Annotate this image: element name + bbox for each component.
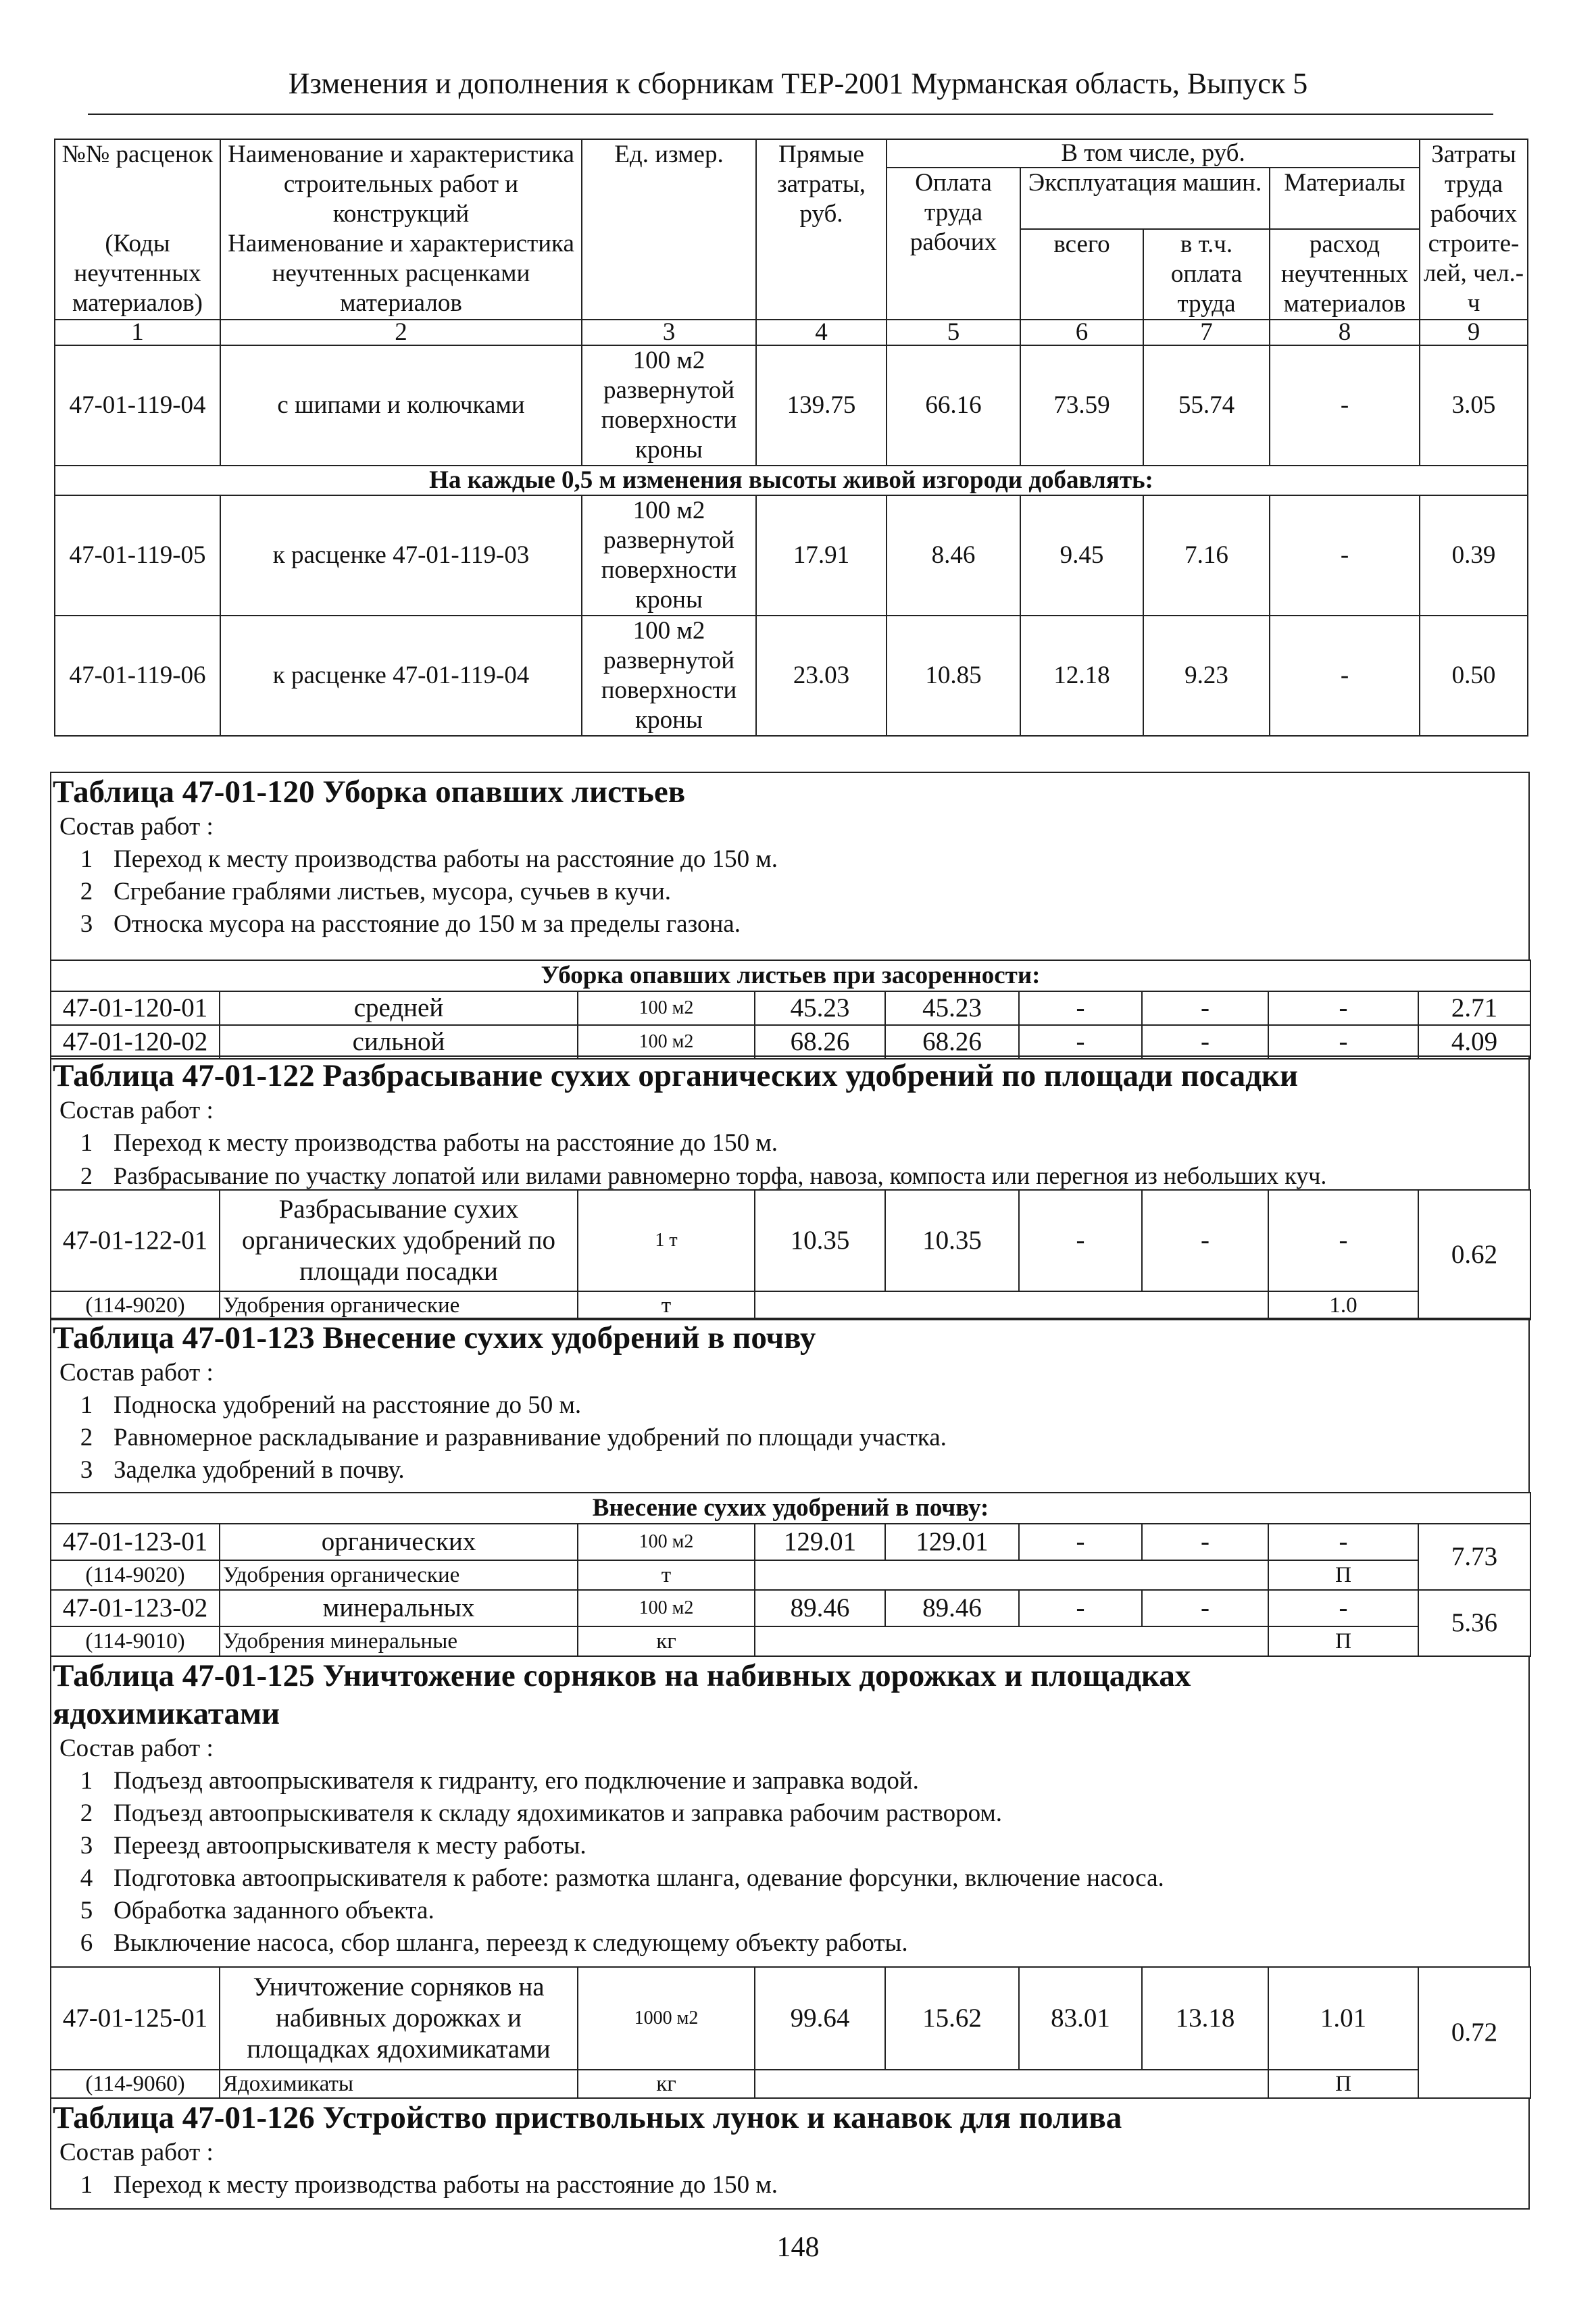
materials: - [1268, 1190, 1418, 1291]
step-text: Подъезд автоопрыскивателя к складу ядохимикатов и заправка рабочим раствором. [114, 1799, 1003, 1827]
table-row [51, 1967, 1530, 2070]
materials: - [1270, 345, 1420, 466]
work-composition-label: Состав работ : [59, 1359, 214, 1387]
page-header: Изменения и дополнения к сборникам ТЕР-2001 Мурманская область, Выпуск 5 [288, 67, 1308, 100]
step-number: 2 [80, 1799, 93, 1827]
material-code: (114-9020) [51, 1560, 220, 1590]
direct-cost: 68.26 [755, 1025, 885, 1059]
step-text: Подготовка автоопрыскивателя к работе: размотка шланга, одевание форсунки, включение насоса. [114, 1864, 1164, 1892]
table-47-01-120-rates [50, 960, 1531, 1060]
table-row [51, 1590, 1530, 1626]
materials: - [1268, 1524, 1418, 1560]
table-row [51, 1524, 1530, 1560]
table-47-01-125-description [50, 1656, 1530, 1968]
labor: 0.50 [1420, 616, 1528, 736]
unit: 100 м2 развернутой поверхности кроны [582, 616, 756, 736]
band-heading: На каждые 0,5 м изменения высоты живой изгороди добавлять: [55, 466, 1528, 495]
table-row [51, 1025, 1530, 1059]
step-number: 1 [80, 2171, 93, 2199]
step-number: 6 [80, 1929, 93, 1957]
material-unit: кг [578, 2070, 755, 2098]
step-text: Выключение насоса, сбор шланга, переезд к следующему объекту работы. [114, 1929, 908, 1957]
col-unit-header: Ед. измер. [582, 139, 756, 320]
rate-code: 47-01-119-05 [55, 495, 220, 616]
col-machines-header: Эксплуатация машин. [1020, 168, 1270, 229]
materials: 1.01 [1268, 1967, 1418, 2070]
material-code: (114-9060) [51, 2070, 220, 2098]
table-47-01-123-rates [50, 1492, 1531, 1657]
wage: 10.85 [887, 616, 1020, 736]
col-machines-total-header: всего [1020, 229, 1143, 320]
work-composition-label: Состав работ : [59, 1097, 214, 1124]
material-row [51, 1560, 1530, 1590]
table-47-01-123-description [50, 1318, 1530, 1493]
machines-wage: 7.16 [1143, 495, 1270, 616]
rate-code: 47-01-123-01 [51, 1524, 220, 1560]
unit: 100 м2 [578, 1590, 755, 1626]
direct-cost: 23.03 [756, 616, 887, 736]
material-blank [755, 1560, 1268, 1590]
step-text: Подноска удобрений на расстояние до 50 м. [114, 1391, 582, 1419]
materials: - [1270, 616, 1420, 736]
direct-cost: 10.35 [755, 1190, 885, 1291]
work-step [51, 1454, 1528, 1487]
labor: 0.72 [1418, 1967, 1530, 2098]
direct-cost: 17.91 [756, 495, 887, 616]
col-material-usage-header: расход неучтенных материалов [1270, 229, 1420, 320]
labor: 7.73 [1418, 1524, 1530, 1590]
step-text: Переход к месту производства работы на расстояние до 150 м. [114, 2171, 778, 2199]
material-code: (114-9020) [51, 1291, 220, 1320]
work-name: Уничтожение сорняков на набивных дорожках и площадках ядохимикатами [220, 1967, 578, 2070]
col-number: 1 [55, 320, 220, 345]
work-name: к расценке 47-01-119-03 [220, 495, 582, 616]
col-number: 8 [1270, 320, 1420, 345]
table-47-01-126-description [50, 2097, 1530, 2210]
wage: 68.26 [885, 1025, 1019, 1059]
unit: 1000 м2 [578, 1967, 755, 2070]
step-number: 5 [80, 1897, 93, 1924]
step-text: Обработка заданного объекта. [114, 1897, 434, 1924]
section-title: Таблица 47-01-120 Уборка опавших листьев [53, 774, 686, 810]
step-number: 1 [80, 1129, 93, 1157]
material-quantity: 1.0 [1268, 1291, 1418, 1320]
machines-wage: - [1142, 1524, 1268, 1560]
material-quantity: П [1268, 1626, 1418, 1656]
col-number: 2 [220, 320, 582, 345]
col-material-codes-header: (Коды неучтенных материалов) [55, 229, 220, 320]
table-47-01-122-description [50, 1055, 1530, 1191]
unit: 100 м2 [578, 1025, 755, 1059]
step-text: Переезд автоопрыскивателя к месту работы. [114, 1832, 587, 1860]
material-unit: т [578, 1560, 755, 1590]
wage: 129.01 [885, 1524, 1019, 1560]
work-name: с шипами и колючками [220, 345, 582, 466]
rate-code: 47-01-119-06 [55, 616, 220, 736]
material-row [51, 1626, 1530, 1656]
material-code: (114-9010) [51, 1626, 220, 1656]
rate-code: 47-01-120-02 [51, 1025, 220, 1059]
section-title-continued: ядохимикатами [53, 1696, 280, 1731]
machines-wage: - [1142, 991, 1268, 1025]
wage: 45.23 [885, 991, 1019, 1025]
material-row [51, 1291, 1530, 1320]
section-title: Таблица 47-01-123 Внесение сухих удобрений в почву [53, 1320, 816, 1355]
materials: - [1268, 1025, 1418, 1059]
wage: 89.46 [885, 1590, 1019, 1626]
work-step [51, 1127, 1528, 1160]
direct-cost: 129.01 [755, 1524, 885, 1560]
work-name: органических [220, 1524, 578, 1560]
page-number: 148 [776, 2232, 820, 2263]
materials: - [1270, 495, 1420, 616]
machines-wage: 9.23 [1143, 616, 1270, 736]
step-number: 1 [80, 845, 93, 873]
col-direct-cost-header: Прямые затраты, руб. [756, 139, 887, 320]
step-text: Заделка удобрений в почву. [114, 1456, 405, 1484]
machines-total: - [1019, 1025, 1142, 1059]
material-row [51, 2070, 1530, 2098]
table-row [51, 1190, 1530, 1291]
col-number: 7 [1143, 320, 1270, 345]
labor: 4.09 [1418, 1025, 1530, 1059]
table-row [51, 991, 1530, 1025]
col-number: 6 [1020, 320, 1143, 345]
wage: 66.16 [887, 345, 1020, 466]
work-composition-label: Состав работ : [59, 1735, 214, 1762]
labor: 0.39 [1420, 495, 1528, 616]
machines-wage: 13.18 [1142, 1967, 1268, 2070]
work-name: сильной [220, 1025, 578, 1059]
material-name: Удобрения минеральные [220, 1626, 578, 1656]
col-number: 4 [756, 320, 887, 345]
col-group-header: В том числе, руб. [887, 139, 1420, 168]
col-wage-header: Оплата труда рабочих [887, 168, 1020, 320]
work-composition-label: Состав работ : [59, 813, 214, 841]
step-number: 2 [80, 1162, 93, 1189]
labor: 0.62 [1418, 1190, 1530, 1320]
table-row [55, 495, 1528, 616]
step-number: 3 [80, 1456, 93, 1484]
material-blank [755, 2070, 1268, 2098]
col-materials-header: Материалы [1270, 168, 1420, 229]
col-number: 9 [1420, 320, 1528, 345]
band-heading: Внесение сухих удобрений в почву: [51, 1493, 1530, 1524]
step-number: 4 [80, 1864, 93, 1892]
labor: 3.05 [1420, 345, 1528, 466]
step-text: Подъезд автоопрыскивателя к гидранту, его подключение и заправка водой. [114, 1767, 919, 1795]
work-name: к расценке 47-01-119-04 [220, 616, 582, 736]
rate-code: 47-01-123-02 [51, 1590, 220, 1626]
direct-cost: 139.75 [756, 345, 887, 466]
material-blank [755, 1291, 1268, 1320]
materials: - [1268, 991, 1418, 1025]
table-row [55, 345, 1528, 466]
rate-code: 47-01-120-01 [51, 991, 220, 1025]
wage: 15.62 [885, 1967, 1019, 2070]
section-title: Таблица 47-01-122 Разбрасывание сухих органических удобрений по площади посадки [53, 1058, 1299, 1093]
unit: 100 м2 развернутой поверхности кроны [582, 345, 756, 466]
rates-table-header [54, 139, 1528, 737]
col-labor-header: Затраты труда рабочих строите-лей, чел.-ч [1420, 139, 1528, 320]
step-text: Сгребание граблями листьев, мусора, сучьев в кучи. [114, 878, 672, 905]
machines-wage: 55.74 [1143, 345, 1270, 466]
material-name: Удобрения органические [220, 1560, 578, 1590]
machines-total: 83.01 [1019, 1967, 1142, 2070]
col-material-names-header: Наименование и характеристика неучтенных расценками материалов [220, 229, 582, 320]
col-work-name-header: Наименование и характеристика строительных работ и конструкций [220, 139, 582, 229]
rate-code: 47-01-125-01 [51, 1967, 220, 2070]
work-step [51, 1765, 1528, 1797]
work-step [51, 843, 1528, 876]
machines-wage: - [1142, 1025, 1268, 1059]
unit: 1 т [578, 1190, 755, 1291]
work-step [51, 1797, 1528, 1830]
unit: 100 м2 [578, 1524, 755, 1560]
step-number: 1 [80, 1767, 93, 1795]
material-name: Удобрения органические [220, 1291, 578, 1320]
work-step [51, 1389, 1528, 1422]
work-step [51, 1422, 1528, 1454]
materials: - [1268, 1590, 1418, 1626]
machines-total: - [1019, 1590, 1142, 1626]
labor: 5.36 [1418, 1590, 1530, 1656]
col-rate-number-header: №№ расценок [55, 139, 220, 229]
section-title: Таблица 47-01-126 Устройство приствольных лунок и канавок для полива [53, 2100, 1122, 2135]
step-number: 2 [80, 1424, 93, 1451]
material-quantity: П [1268, 1560, 1418, 1590]
machines-wage: - [1142, 1590, 1268, 1626]
step-number: 1 [80, 1391, 93, 1419]
rate-code: 47-01-119-04 [55, 345, 220, 466]
work-step [51, 1160, 1528, 1191]
work-step [51, 908, 1528, 941]
material-unit: кг [578, 1626, 755, 1656]
table-row [55, 616, 1528, 736]
step-number: 3 [80, 910, 93, 938]
direct-cost: 99.64 [755, 1967, 885, 2070]
unit: 100 м2 развернутой поверхности кроны [582, 495, 756, 616]
step-number: 3 [80, 1832, 93, 1860]
machines-total: - [1019, 991, 1142, 1025]
machines-total: 73.59 [1020, 345, 1143, 466]
work-name: Разбрасывание сухих органических удобрений по площади посадки [220, 1190, 578, 1291]
material-quantity: П [1268, 2070, 1418, 2098]
work-step [51, 1927, 1528, 1960]
work-step [51, 1895, 1528, 1927]
col-number: 3 [582, 320, 756, 345]
direct-cost: 89.46 [755, 1590, 885, 1626]
step-text: Переход к месту производства работы на расстояние до 150 м. [114, 1129, 778, 1157]
table-47-01-122-rates [50, 1189, 1531, 1320]
material-unit: т [578, 1291, 755, 1320]
work-composition-label: Состав работ : [59, 2139, 214, 2166]
direct-cost: 45.23 [755, 991, 885, 1025]
step-text: Относка мусора на расстояние до 150 м за пределы газона. [114, 910, 741, 938]
step-number: 2 [80, 878, 93, 905]
material-blank [755, 1626, 1268, 1656]
work-step [51, 2169, 1528, 2201]
machines-total: - [1019, 1524, 1142, 1560]
work-step [51, 1862, 1528, 1895]
step-text: Переход к месту производства работы на расстояние до 150 м. [114, 845, 778, 873]
machines-total: - [1019, 1190, 1142, 1291]
step-text: Разбрасывание по участку лопатой или вилами равномерно торфа, навоза, компоста или перегноя из небольших куч. [114, 1162, 1327, 1189]
header-rule [88, 114, 1493, 115]
machines-total: 9.45 [1020, 495, 1143, 616]
work-name: средней [220, 991, 578, 1025]
table-47-01-120-description [50, 772, 1530, 961]
col-number: 5 [887, 320, 1020, 345]
rate-code: 47-01-122-01 [51, 1190, 220, 1291]
machines-wage: - [1142, 1190, 1268, 1291]
step-text: Равномерное раскладывание и разравнивание удобрений по площади участка. [114, 1424, 947, 1451]
col-machines-wage-header: в т.ч. оплата труда [1143, 229, 1270, 320]
machines-total: 12.18 [1020, 616, 1143, 736]
work-name: минеральных [220, 1590, 578, 1626]
unit: 100 м2 [578, 991, 755, 1025]
material-name: Ядохимикаты [220, 2070, 578, 2098]
work-step [51, 876, 1528, 908]
wage: 8.46 [887, 495, 1020, 616]
table-47-01-125-rates [50, 1966, 1531, 2099]
band-heading: Уборка опавших листьев при засоренности: [51, 960, 1530, 991]
section-title: Таблица 47-01-125 Уничтожение сорняков на набивных дорожках и площадках [53, 1658, 1191, 1693]
wage: 10.35 [885, 1190, 1019, 1291]
work-step [51, 1830, 1528, 1862]
labor: 2.71 [1418, 991, 1530, 1025]
